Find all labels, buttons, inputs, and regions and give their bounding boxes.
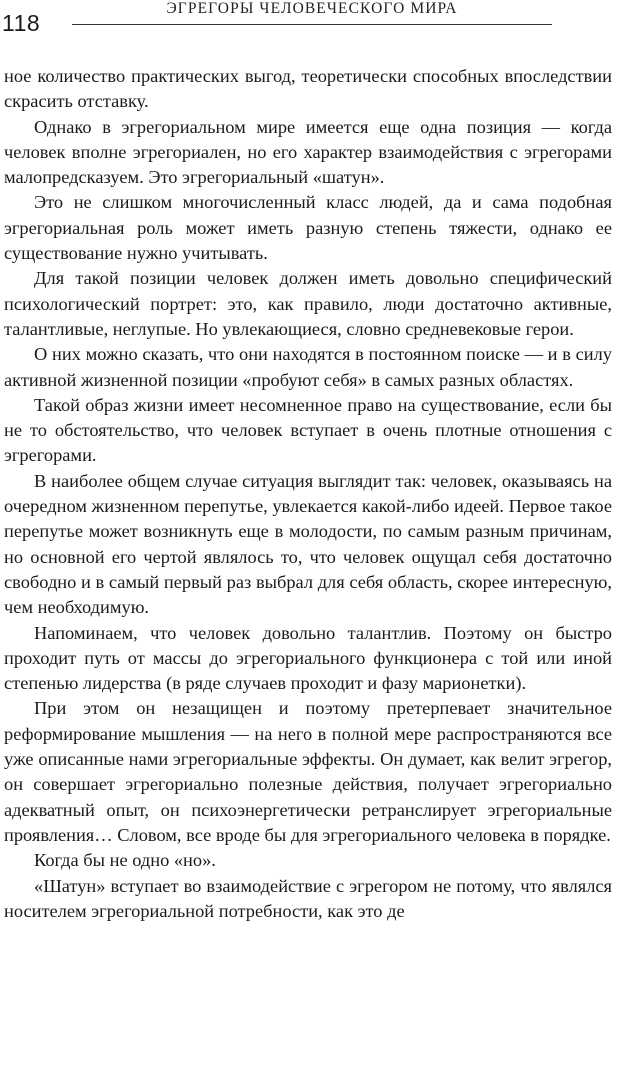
paragraph: О них можно сказать, что они находятся в постоянном поиске — и в силу активной жизненной позиции «пробуют себя» в самых разных областях. <box>4 344 612 390</box>
paragraph: При этом он незащищен и поэтому претерпевает значительное реформирование мышления — на него в полной мере распространяются все уже описанные нами эгрегориальные эффекты. Он думает, как велит эгрегор, он совершает эгрегориально полезные действия, получает эгрегориально адекватный опыт, он психоэнергетически ретранслирует эгрегориальные проявления… Словом, все вроде бы для эгрегориального человека в порядке. <box>4 698 612 845</box>
page-header <box>0 0 620 50</box>
paragraph: Для такой позиции человек должен иметь довольно специфический психологический портрет: это, как правило, люди достаточно активные, талантливые, неглупые. Но увлекающиеся, словно средневековые герои. <box>4 268 612 339</box>
paragraph: Такой образ жизни имеет несомненное право на существование, если бы не то обстоятельство, что человек вступает в очень плотные отношения с эгрегорами. <box>4 394 612 466</box>
paragraph: Когда бы не одно «но». <box>34 850 216 871</box>
paragraph: Однако в эгрегориальном мире имеется еще одна позиция — когда человек вполне эгрегориален, но его характер взаимодействия с эгрегорами малопредсказуем. Это эгрегориальный «шатун». <box>4 116 612 188</box>
paragraph: ное количество практических выгод, теоретически способных впоследствии скрасить отставку. <box>4 66 612 112</box>
page-body <box>4 64 612 924</box>
paragraph: Напоминаем, что человек довольно талантлив. Поэтому он быстро проходит путь от массы до эгрегориального функционера с той или иной степенью лидерства (в ряде случаев проходит и фазу марионетки). <box>4 622 612 694</box>
header-rule <box>72 24 552 25</box>
page-number: 118 <box>2 10 41 36</box>
paragraph: В наиболее общем случае ситуация выглядит так: человек, оказываясь на очередном жизненном перепутье, увлекается какой-либо идеей. Первое такое перепутье может возникнуть еще в молодости, по самым разным причинам, но основной его чертой являлось то, что человек ощущал себя достаточно свободно и в самый первый раз выбрал для себя область, скорее интересную, чем необходимую. <box>4 470 612 618</box>
paragraph: «Шатун» вступает во взаимодействие с эгрегором не потому, что являлся носителем эгрегориальной потребности, как это де <box>4 875 612 921</box>
running-title: ЭГРЕГОРЫ ЧЕЛОВЕЧЕСКОГО МИРА <box>166 0 458 17</box>
paragraph: Это не слишком многочисленный класс людей, да и сама подобная эгрегориальная роль может иметь разную степень тяжести, однако ее существование нужно учитывать. <box>4 192 612 264</box>
